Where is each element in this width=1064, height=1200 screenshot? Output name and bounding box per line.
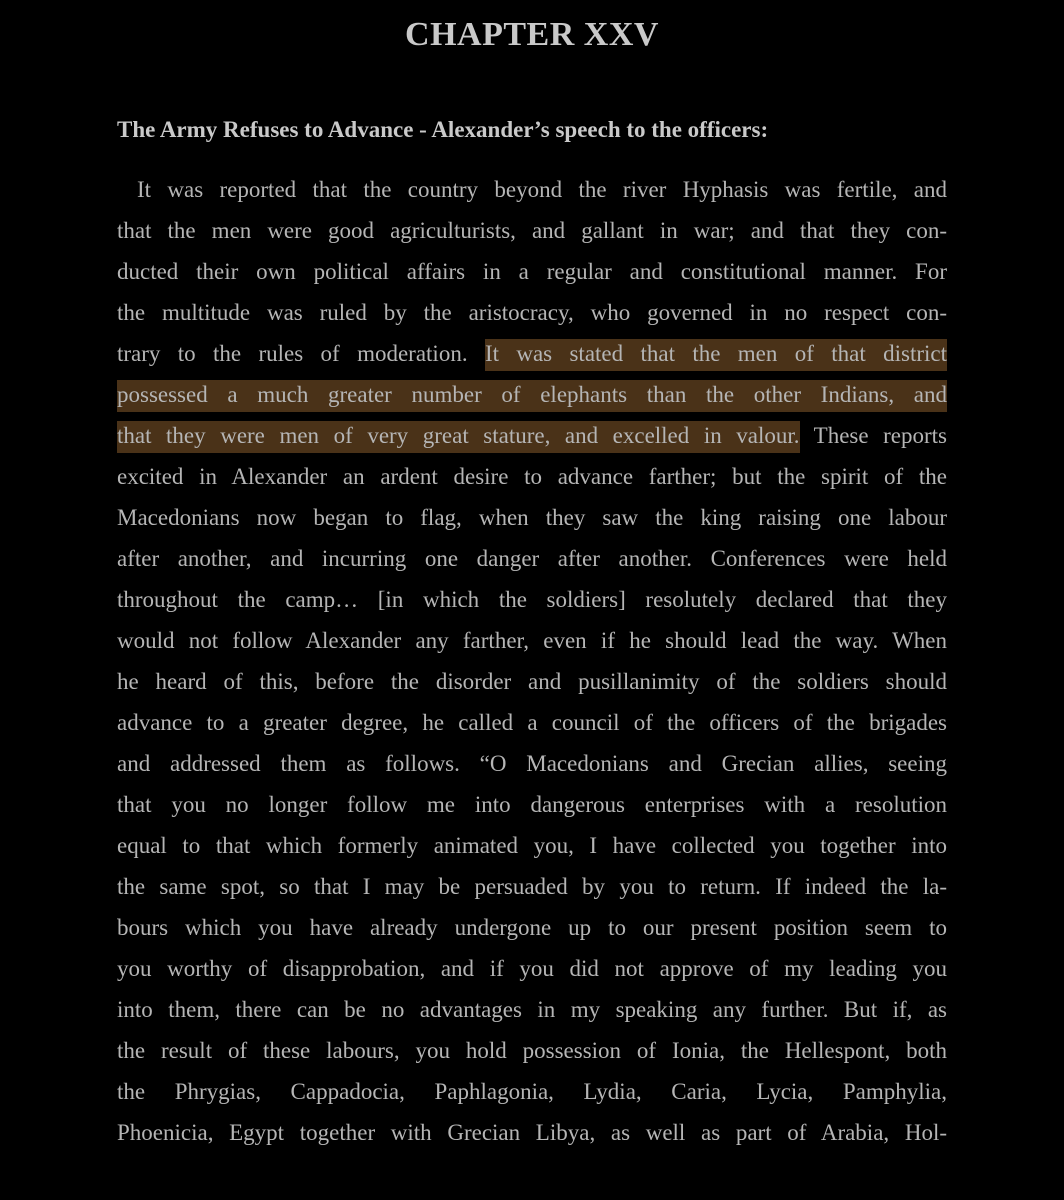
body-text (117, 169, 947, 1153)
highlighted-text[interactable]: that they were men of very great stature, and excelled in valour. (117, 421, 800, 453)
text-line: Phoenicia, Egypt together with Grecian Libya, as well as part of Arabia, Hol- (117, 1120, 947, 1145)
highlighted-text[interactable]: It was stated that the men of that district (485, 339, 947, 371)
text-line: would not follow Alexander any farther, even if he should lead the way. When (117, 628, 947, 653)
text-line: the Phrygias, Cappadocia, Paphlagonia, Lydia, Caria, Lycia, Pamphylia, (117, 1079, 947, 1104)
text-line (117, 333, 947, 374)
text-line (117, 415, 947, 456)
text-line: throughout the camp… [in which the soldiers] resolutely declared that they (117, 587, 947, 612)
text-line: and addressed them as follows. “O Macedonians and Grecian allies, seeing (117, 751, 947, 776)
chapter-title: CHAPTER XXV (405, 16, 659, 53)
text-line: It was reported that the country beyond the river Hyphasis was fertile, and (137, 177, 947, 202)
text-line: Macedonians now began to flag, when they saw the king raising one labour (117, 505, 947, 530)
text-line: excited in Alexander an ardent desire to advance farther; but the spirit of the (117, 464, 947, 489)
text-line (117, 374, 947, 415)
text-line: ducted their own political affairs in a regular and constitutional manner. For (117, 259, 947, 284)
highlighted-text[interactable]: possessed a much greater number of elephants than the other Indians, and (117, 380, 947, 412)
text-line: bours which you have already undergone up to our present position seem to (117, 915, 947, 940)
text-line: you worthy of disapprobation, and if you did not approve of my leading you (117, 956, 947, 981)
text-line: after another, and incurring one danger after another. Conferences were held (117, 546, 947, 571)
text-line: that the men were good agriculturists, and gallant in war; and that they con- (117, 218, 947, 243)
text-line: the same spot, so that I may be persuaded by you to return. If indeed the la- (117, 874, 947, 899)
text-line: the result of these labours, you hold possession of Ionia, the Hellespont, both (117, 1038, 947, 1063)
text-line: the multitude was ruled by the aristocracy, who governed in no respect con- (117, 300, 947, 325)
text-segment: trary to the rules of moderation. (117, 341, 485, 366)
section-heading: The Army Refuses to Advance - Alexander’s speech to the officers: (117, 117, 769, 142)
text-line: into them, there can be no advantages in my speaking any further. But if, as (117, 997, 947, 1022)
text-line: that you no longer follow me into dangerous enterprises with a resolution (117, 792, 947, 817)
text-line: equal to that which formerly animated you, I have collected you together into (117, 833, 947, 858)
text-segment: These reports (799, 423, 948, 448)
text-line: he heard of this, before the disorder and pusillanimity of the soldiers should (117, 669, 947, 694)
text-line: advance to a greater degree, he called a council of the officers of the brigades (117, 710, 947, 735)
